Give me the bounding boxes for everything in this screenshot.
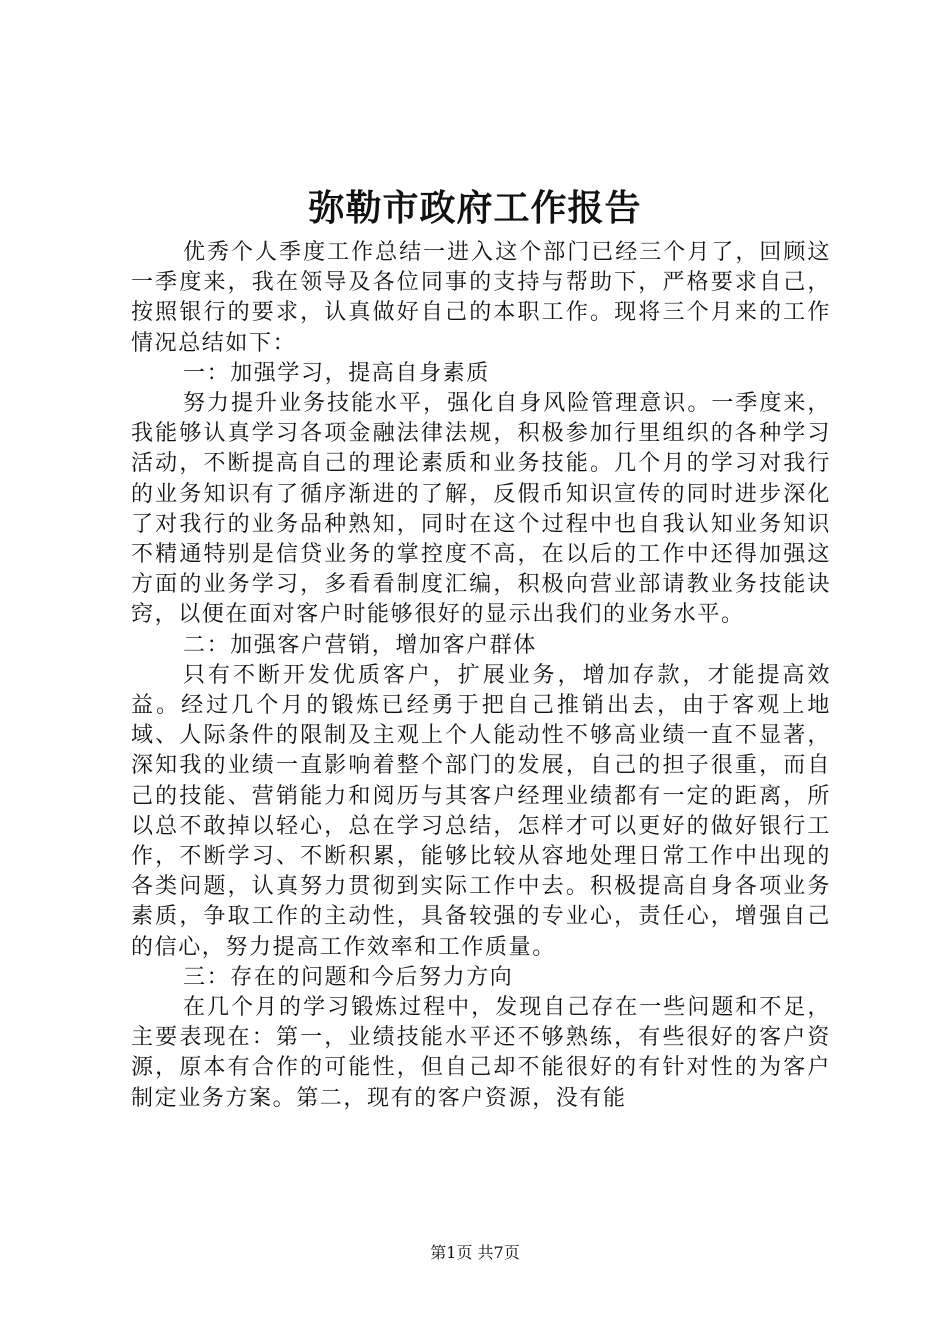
section-heading: 三：存在的问题和今后努力方向	[183, 964, 514, 990]
document-title: 弥勒市政府工作报告	[308, 187, 642, 229]
section-heading: 二：加强客户营销，增加客户群体	[183, 632, 538, 658]
paragraph: 努力提升业务技能水平，强化自身风险管理意识。一季度来，我能够认真学习各项金融法律法规，积极参加行里组织的各种学习活动，不断提高自己的理论素质和业务技能。几个月的学习对我行的业务知识有了循序渐进的了解，反假币知识宣传的同时进步深化了对我行的业务品种熟知，同时在这个过程中也自我认知业务知识不精通特别是信贷业务的掌控度不高，在以后的工作中还得加强这方面的业务学习，多看看制度汇编，积极向营业部请教业务技能诀窍，以便在面对客户时能够很好的显示出我们的业务水平。	[131, 391, 831, 628]
paragraph: 优秀个人季度工作总结一进入这个部门已经三个月了，回顾这一季度来，我在领导及各位同事的支持与帮助下，严格要求自己，按照银行的要求，认真做好自己的本职工作。现将三个月来的工作情况总结如下：	[131, 240, 831, 356]
paragraph: 只有不断开发优质客户，扩展业务，增加存款，才能提高效益。经过几个月的锻炼已经勇于把自己推销出去，由于客观上地域、人际条件的限制及主观上个人能动性不够高业绩一直不显著，深知我的业绩一直影响着整个部门的发展，自己的担子很重，而自己的技能、营销能力和阅历与其客户经理业绩都有一定的距离，所以总不敢掉以轻心，总在学习总结，怎样才可以更好的做好银行工作，不断学习、不断积累，能够比较从容地处理日常工作中出现的各类问题，认真努力贯彻到实际工作中去。积极提高自身各项业务素质，争取工作的主动性，具备较强的专业心，责任心，增强自己的信心，努力提高工作效率和工作质量。	[131, 662, 831, 960]
page-number-footer: 第1页 共7页	[430, 1243, 520, 1262]
section-heading: 一：加强学习，提高自身素质	[183, 360, 490, 386]
paragraph: 在几个月的学习锻炼过程中，发现自己存在一些问题和不足，主要表现在：第一，业绩技能水平还不够熟练，有些很好的客户资源，原本有合作的可能性，但自己却不能很好的有针对性的为客户制定业务方案。第二，现有的客户资源，没有能	[131, 995, 831, 1111]
document-body	[131, 238, 831, 1114]
